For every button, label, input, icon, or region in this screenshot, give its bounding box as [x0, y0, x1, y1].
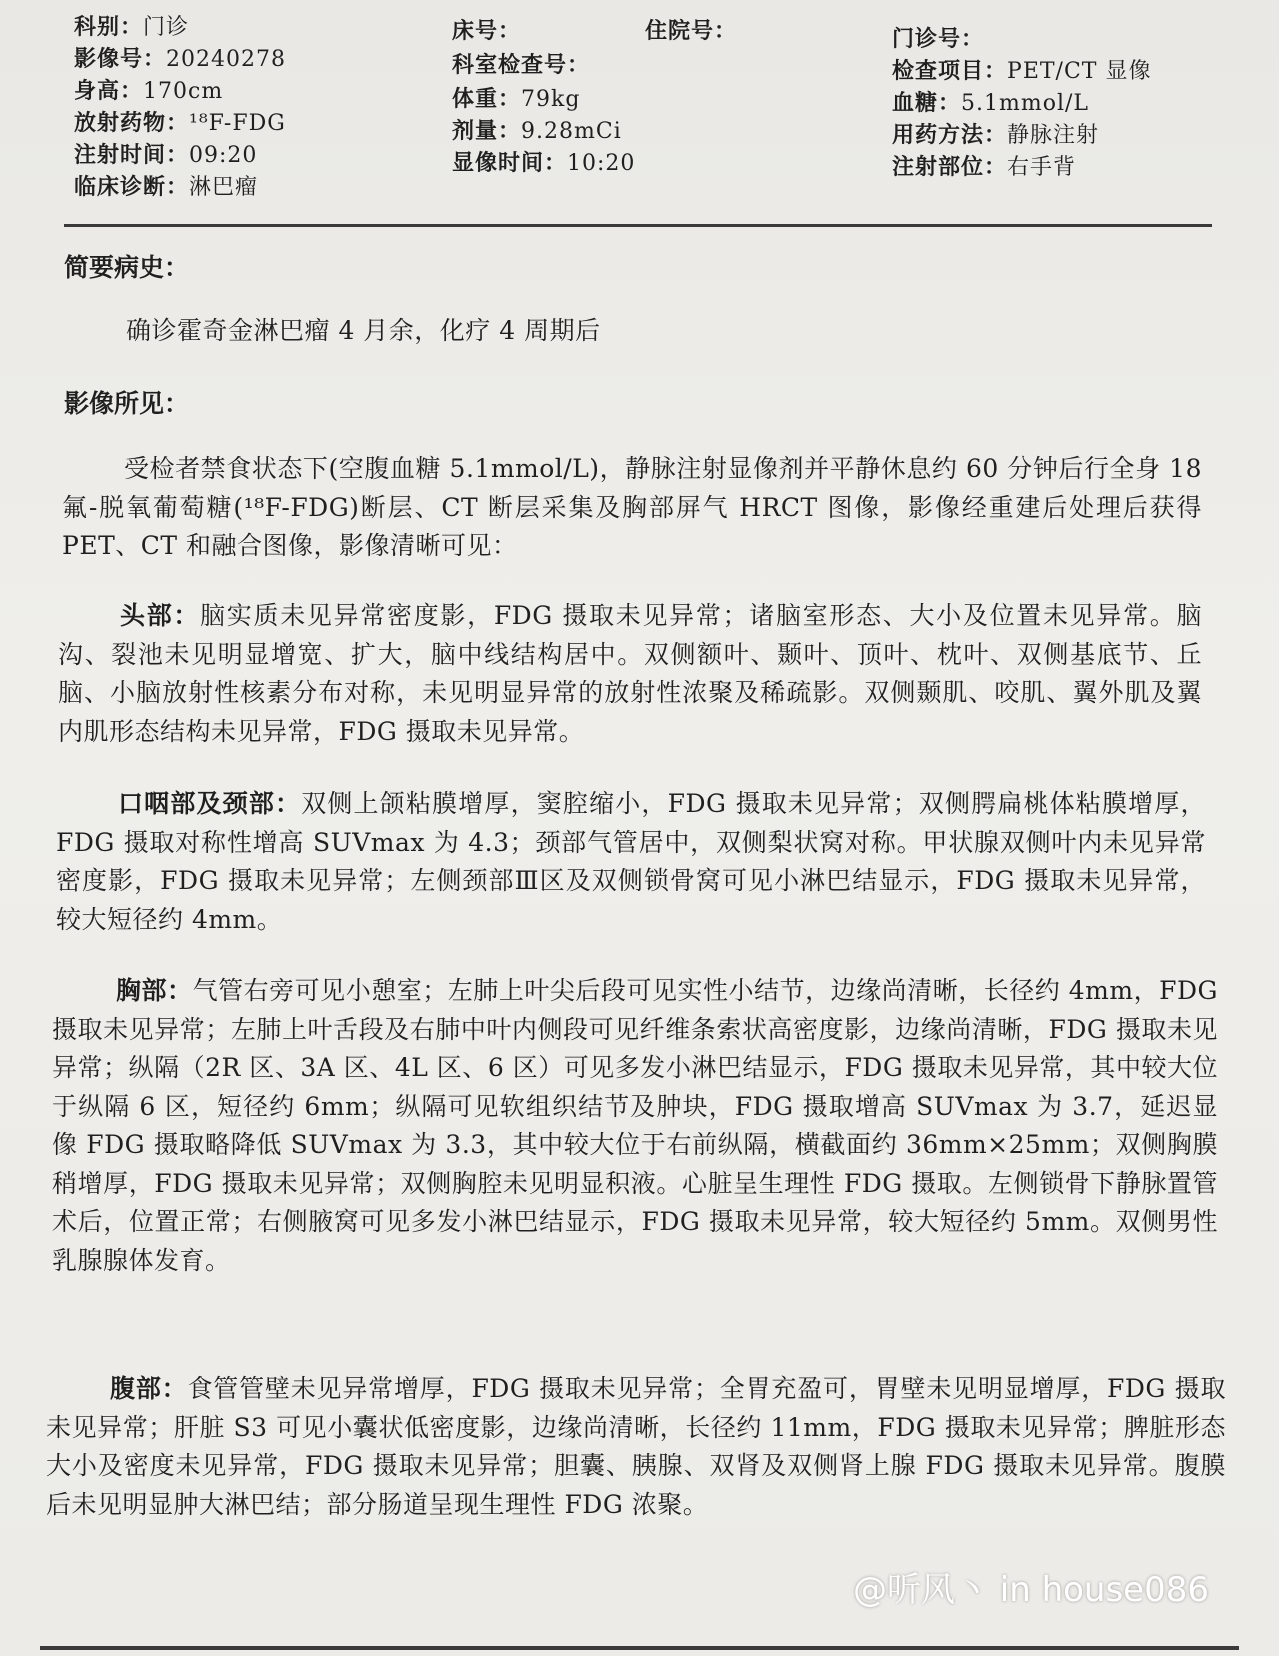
clinic-no-field: 门诊号： — [892, 26, 985, 52]
watermark: @听风丶 in house086 — [852, 1570, 1209, 1610]
footer-divider — [40, 1646, 1239, 1650]
weight-field: 体重：79kg — [452, 86, 581, 112]
findings-intro: 受检者禁食状态下(空腹血糖 5.1mmol/L)，静脉注射显像剂并平静休息约 60 分钟后行全身 18 氟-脱氧葡萄糖(¹⁸F-FDG)断层、CT 断层采集及胸部屏气 HRCT 图像，影像经重建后处理后获得 PET、CT 和融合图像，影像清晰可见： — [62, 454, 1202, 560]
glucose-field: 血糖：5.1mmol/L — [892, 90, 1090, 116]
header-divider — [64, 224, 1212, 227]
diagnosis-field: 临床诊断：淋巴瘤 — [74, 174, 259, 200]
chest-finding-lead: 胸部： — [116, 976, 193, 1005]
dept-field: 科别：门诊 — [74, 14, 190, 40]
history-text: 确诊霍奇金淋巴瘤 4 月余，化疗 4 周期后 — [126, 316, 601, 345]
route-field: 用药方法：静脉注射 — [892, 122, 1100, 148]
chest-finding — [52, 972, 1218, 1280]
bed-field: 床号： — [452, 18, 522, 44]
site-field: 注射部位：右手背 — [892, 154, 1077, 180]
dept-exam-no-field: 科室检查号： — [452, 52, 591, 78]
height-field: 身高：170cm — [74, 78, 224, 104]
history-title: 简要病史： — [64, 253, 190, 282]
ward-field: 住院号： — [645, 18, 738, 44]
chest-finding-text: 气管右旁可见小憩室；左肺上叶尖后段可见实性小结节，边缘尚清晰，长径约 4mm，FDG 摄取未见异常；左肺上叶舌段及右肺中叶内侧段可见纤维条索状高密度影，边缘尚清晰，FDG 摄取未见异常；纵隔（2R 区、3A 区、4L 区、6 区）可见多发小淋巴结显示，FDG 摄取未见异常，其中较大位于纵隔 6 区，短径约 6mm；纵隔可见软组织结节及肿块，FDG 摄取增高 SUVmax 为 3.7，延迟显像 FDG 摄取略降低 SUVmax 为 3.3，其中较大位于右前纵隔，横截面约 36mm×25mm；双侧胸膜稍增厚，FDG 摄取未见异常；双侧胸腔未见明显积液。心脏呈生理性 FDG 摄取。左侧锁骨下静脉置管术后，位置正常；右侧腋窝可见多发小淋巴结显示，FDG 摄取未见异常，较大短径约 5mm。双侧男性乳腺腺体发育。 — [52, 976, 1218, 1275]
head-finding-text: 脑实质未见异常密度影，FDG 摄取未见异常；诸脑室形态、大小及位置未见异常。脑沟、裂池未见明显增宽、扩大，脑中线结构居中。双侧额叶、颞叶、顶叶、枕叶、双侧基底节、丘脑、小脑放射性核素分布对称，未见明显异常的放射性浓聚及稀疏影。双侧颞肌、咬肌、翼外肌及翼内肌形态结构未见异常，FDG 摄取未见异常。 — [58, 601, 1202, 746]
head-finding — [58, 597, 1202, 751]
dose-field: 剂量：9.28mCi — [452, 118, 622, 144]
neck-finding-lead: 口咽部及颈部： — [118, 789, 302, 818]
image-no-field: 影像号：20240278 — [74, 46, 286, 72]
abdomen-finding-lead: 腹部： — [110, 1374, 188, 1403]
abdomen-finding-text: 食管管壁未见异常增厚，FDG 摄取未见异常；全胃充盈可，胃壁未见明显增厚，FDG 摄取未见异常；肝脏 S3 可见小囊状低密度影，边缘尚清晰，长径约 11mm，FDG 摄取未见异常；脾脏形态大小及密度未见异常，FDG 摄取未见异常；胆囊、胰腺、双肾及双侧肾上腺 FDG 摄取未见异常。腹膜后未见明显肿大淋巴结；部分肠道呈现生理性 FDG 浓聚。 — [46, 1374, 1226, 1519]
neck-finding — [56, 785, 1206, 939]
neck-finding-text: 双侧上颌粘膜增厚，窦腔缩小，FDG 摄取未见异常；双侧腭扁桃体粘膜增厚，FDG 摄取对称性增高 SUVmax 为 4.3；颈部气管居中，双侧梨状窝对称。甲状腺双侧叶内未见异常密度影，FDG 摄取未见异常；左侧颈部Ⅲ区及双侧锁骨窝可见小淋巴结显示，FDG 摄取未见异常，较大短径约 4mm。 — [56, 789, 1206, 934]
abdomen-finding — [46, 1370, 1226, 1524]
inject-time-field: 注射时间：09:20 — [74, 142, 258, 168]
exam-item-field: 检查项目：PET/CT 显像 — [892, 58, 1152, 84]
findings-title: 影像所见： — [64, 389, 190, 418]
scan-time-field: 显像时间：10:20 — [452, 150, 636, 176]
head-finding-lead: 头部： — [120, 601, 201, 630]
tracer-field: 放射药物：¹⁸F-FDG — [74, 110, 286, 136]
